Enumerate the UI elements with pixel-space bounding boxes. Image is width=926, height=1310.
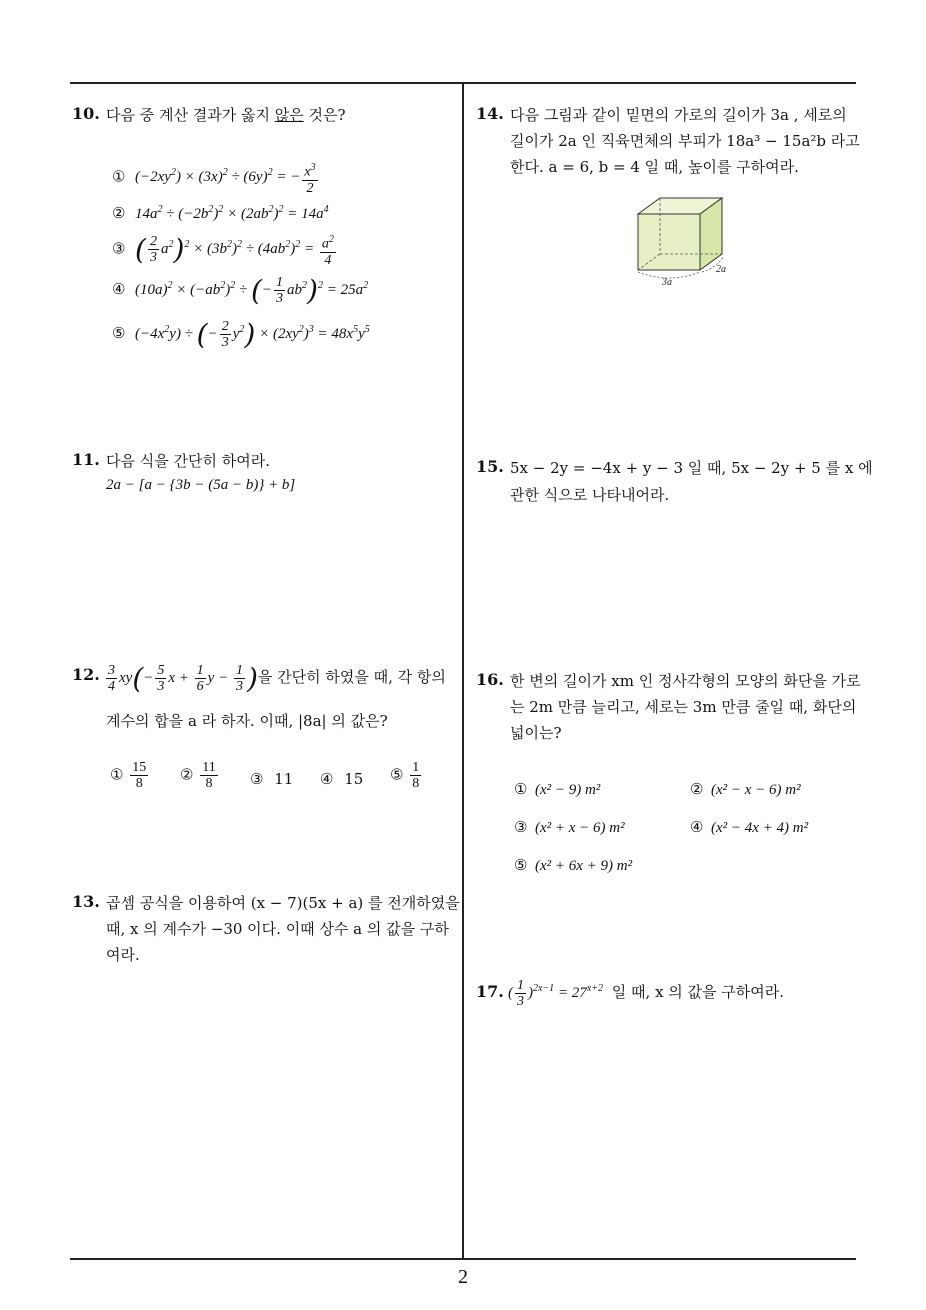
- question-number: 10.: [72, 104, 100, 123]
- choice-expression: (x² − 4x + 4) m²: [710, 820, 809, 836]
- choice-mark: ①: [514, 782, 528, 798]
- question-number: 16.: [476, 670, 504, 689]
- choice-fraction: $\frac{1}{8}$: [412, 760, 420, 791]
- choice-fraction: $\frac{15}{8}$: [132, 760, 147, 791]
- question-number: 13.: [72, 892, 100, 911]
- question-line-1: 다음 그림과 같이 밑면의 가로의 길이가 3a , 세로의: [510, 106, 847, 124]
- choice-expression: (x² − 9) m²: [534, 782, 601, 798]
- choice-2[interactable]: [690, 780, 801, 799]
- choice-1[interactable]: [110, 760, 150, 791]
- choice-4[interactable]: [112, 274, 368, 307]
- question-expression: $\frac{3}{4}$ xy(− $\frac{5}{3}$ x + $\frac{1}{6}$ y − $\frac{1}{3}$ ): [108, 662, 258, 695]
- question-number: 17.: [476, 982, 504, 1001]
- question-number: 12.: [72, 665, 100, 684]
- question-number: 15.: [476, 457, 504, 476]
- choice-mark: ⑤: [112, 323, 126, 342]
- column-divider: [462, 83, 464, 1258]
- question-line-1: ( $\frac{1}{3}$ )$^{2x-1} = 27^{x+2}$ 일 때, x 의 값을 구하여라.: [508, 978, 785, 1009]
- choice-mark: ④: [690, 820, 704, 836]
- choice-expression: $(-4x^2y)$ ÷ (− $\frac{2}{3}$ $y^2) \times (2xy^2)^3 = 48x^5y^5$: [135, 318, 370, 351]
- bottom-rule: [70, 1258, 856, 1260]
- choice-5[interactable]: [390, 760, 423, 791]
- choice-fraction: $\frac{11}{8}$: [202, 760, 216, 791]
- choice-3[interactable]: [112, 232, 338, 268]
- choice-expression: (x² − x − 6) m²: [710, 782, 801, 798]
- question-number: 11.: [72, 450, 100, 469]
- choice-2[interactable]: [112, 204, 329, 223]
- choice-expression: $(10a)^2 \times (-ab^2)^2$ ÷ (− $\frac{1}{3}$ $ab^2)^2 = 25a^2$: [135, 274, 369, 307]
- question-line-1: $\frac{3}{4}$ xy(− $\frac{5}{3}$ x + $\frac{1}{6}$ y − $\frac{1}{3}$ )을 간단히 하였을 때, 각 항의: [104, 662, 446, 695]
- choice-1[interactable]: [112, 160, 320, 196]
- choice-mark: ⑤: [390, 765, 404, 784]
- question-line-2: 관한 식으로 나타내어라.: [510, 486, 670, 504]
- question-expression: 2a − [a − {3b − (5a − b)} + b]: [106, 477, 296, 493]
- choice-expression: $(-2xy^2) \times (3x)^2 \div (6y)^2$ = − $\frac{x^3}{2}$: [135, 162, 316, 196]
- width-label: 3a: [662, 277, 672, 288]
- question-prompt: 다음 식을 간단히 하여라.: [106, 452, 270, 470]
- choice-mark: ①: [112, 167, 126, 186]
- choice-4[interactable]: [320, 770, 363, 788]
- question-line-2: 계수의 합을 a 라 하자. 이때, |8a| 의 값은?: [106, 712, 388, 730]
- choice-mark: ③: [250, 770, 264, 788]
- choice-3[interactable]: [514, 818, 625, 837]
- question-line-1: 한 변의 길이가 xm 인 정사각형의 모양의 화단을 가로: [510, 672, 861, 690]
- choice-3[interactable]: [250, 770, 293, 788]
- choice-expression: (x² + 6x + 9) m²: [534, 858, 633, 874]
- depth-label: 2a: [716, 264, 726, 275]
- choice-5[interactable]: [112, 318, 370, 351]
- choice-mark: ③: [514, 820, 528, 836]
- cuboid-front-face: [638, 214, 700, 270]
- question-line-1: 곱셈 공식을 이용하여 (x − 7)(5x + a) 를 전개하였을: [106, 894, 460, 912]
- choice-expression: (x² + x − 6) m²: [534, 820, 625, 836]
- choice-expression: $14a^2 \div (-2b^2)^2 \times (2ab^2)^2 = 14a^4$: [135, 204, 329, 222]
- choice-mark: ①: [110, 765, 124, 784]
- question-line-2: 때, x 의 계수가 −30 이다. 이때 상수 a 의 값을 구하: [106, 920, 449, 938]
- question-line-1: 5x − 2y = −4x + y − 3 일 때, 5x − 2y + 5 를 x 에: [510, 459, 873, 477]
- choice-mark: ④: [320, 770, 334, 788]
- question-line-3: 여라.: [106, 946, 140, 964]
- question-line-2: 는 2m 만큼 늘리고, 세로는 3m 만큼 줄일 때, 화단의: [510, 698, 857, 716]
- question-prompt: 다음 중 계산 결과가 옳지 않은 것은?: [106, 106, 346, 124]
- choice-2[interactable]: [180, 760, 220, 791]
- choice-mark: ②: [180, 765, 194, 784]
- cuboid-figure: [630, 192, 740, 288]
- question-number: 14.: [476, 104, 504, 123]
- choice-5[interactable]: [514, 856, 632, 875]
- question-line-3: 넓이는?: [510, 724, 562, 742]
- choice-value: 11: [274, 770, 294, 788]
- question-line-3: 한다. a = 6, b = 4 일 때, 높이를 구하여라.: [510, 158, 799, 176]
- choice-mark: ②: [690, 782, 704, 798]
- choice-mark: ③: [112, 239, 126, 258]
- question-line-2: 길이가 2a 인 직육면체의 부피가 18a³ − 15a²b 라고: [510, 132, 860, 150]
- choice-value: 15: [344, 770, 364, 788]
- choice-mark: ④: [112, 279, 126, 298]
- choice-expression: ( $\frac{2}{3}$ $a^2)^2 \times (3b^2)^2 \div (4ab^2)^2$ = $\frac{a^2}{4}$: [135, 233, 334, 268]
- page-number: 2: [458, 1266, 468, 1288]
- choice-mark: ⑤: [514, 858, 528, 874]
- question-expression: ( $\frac{1}{3}$ )$^{2x-1} = 27^{x+2}$: [508, 978, 603, 1009]
- choice-mark: ②: [112, 204, 126, 222]
- choice-1[interactable]: [514, 780, 600, 799]
- choice-4[interactable]: [690, 818, 808, 837]
